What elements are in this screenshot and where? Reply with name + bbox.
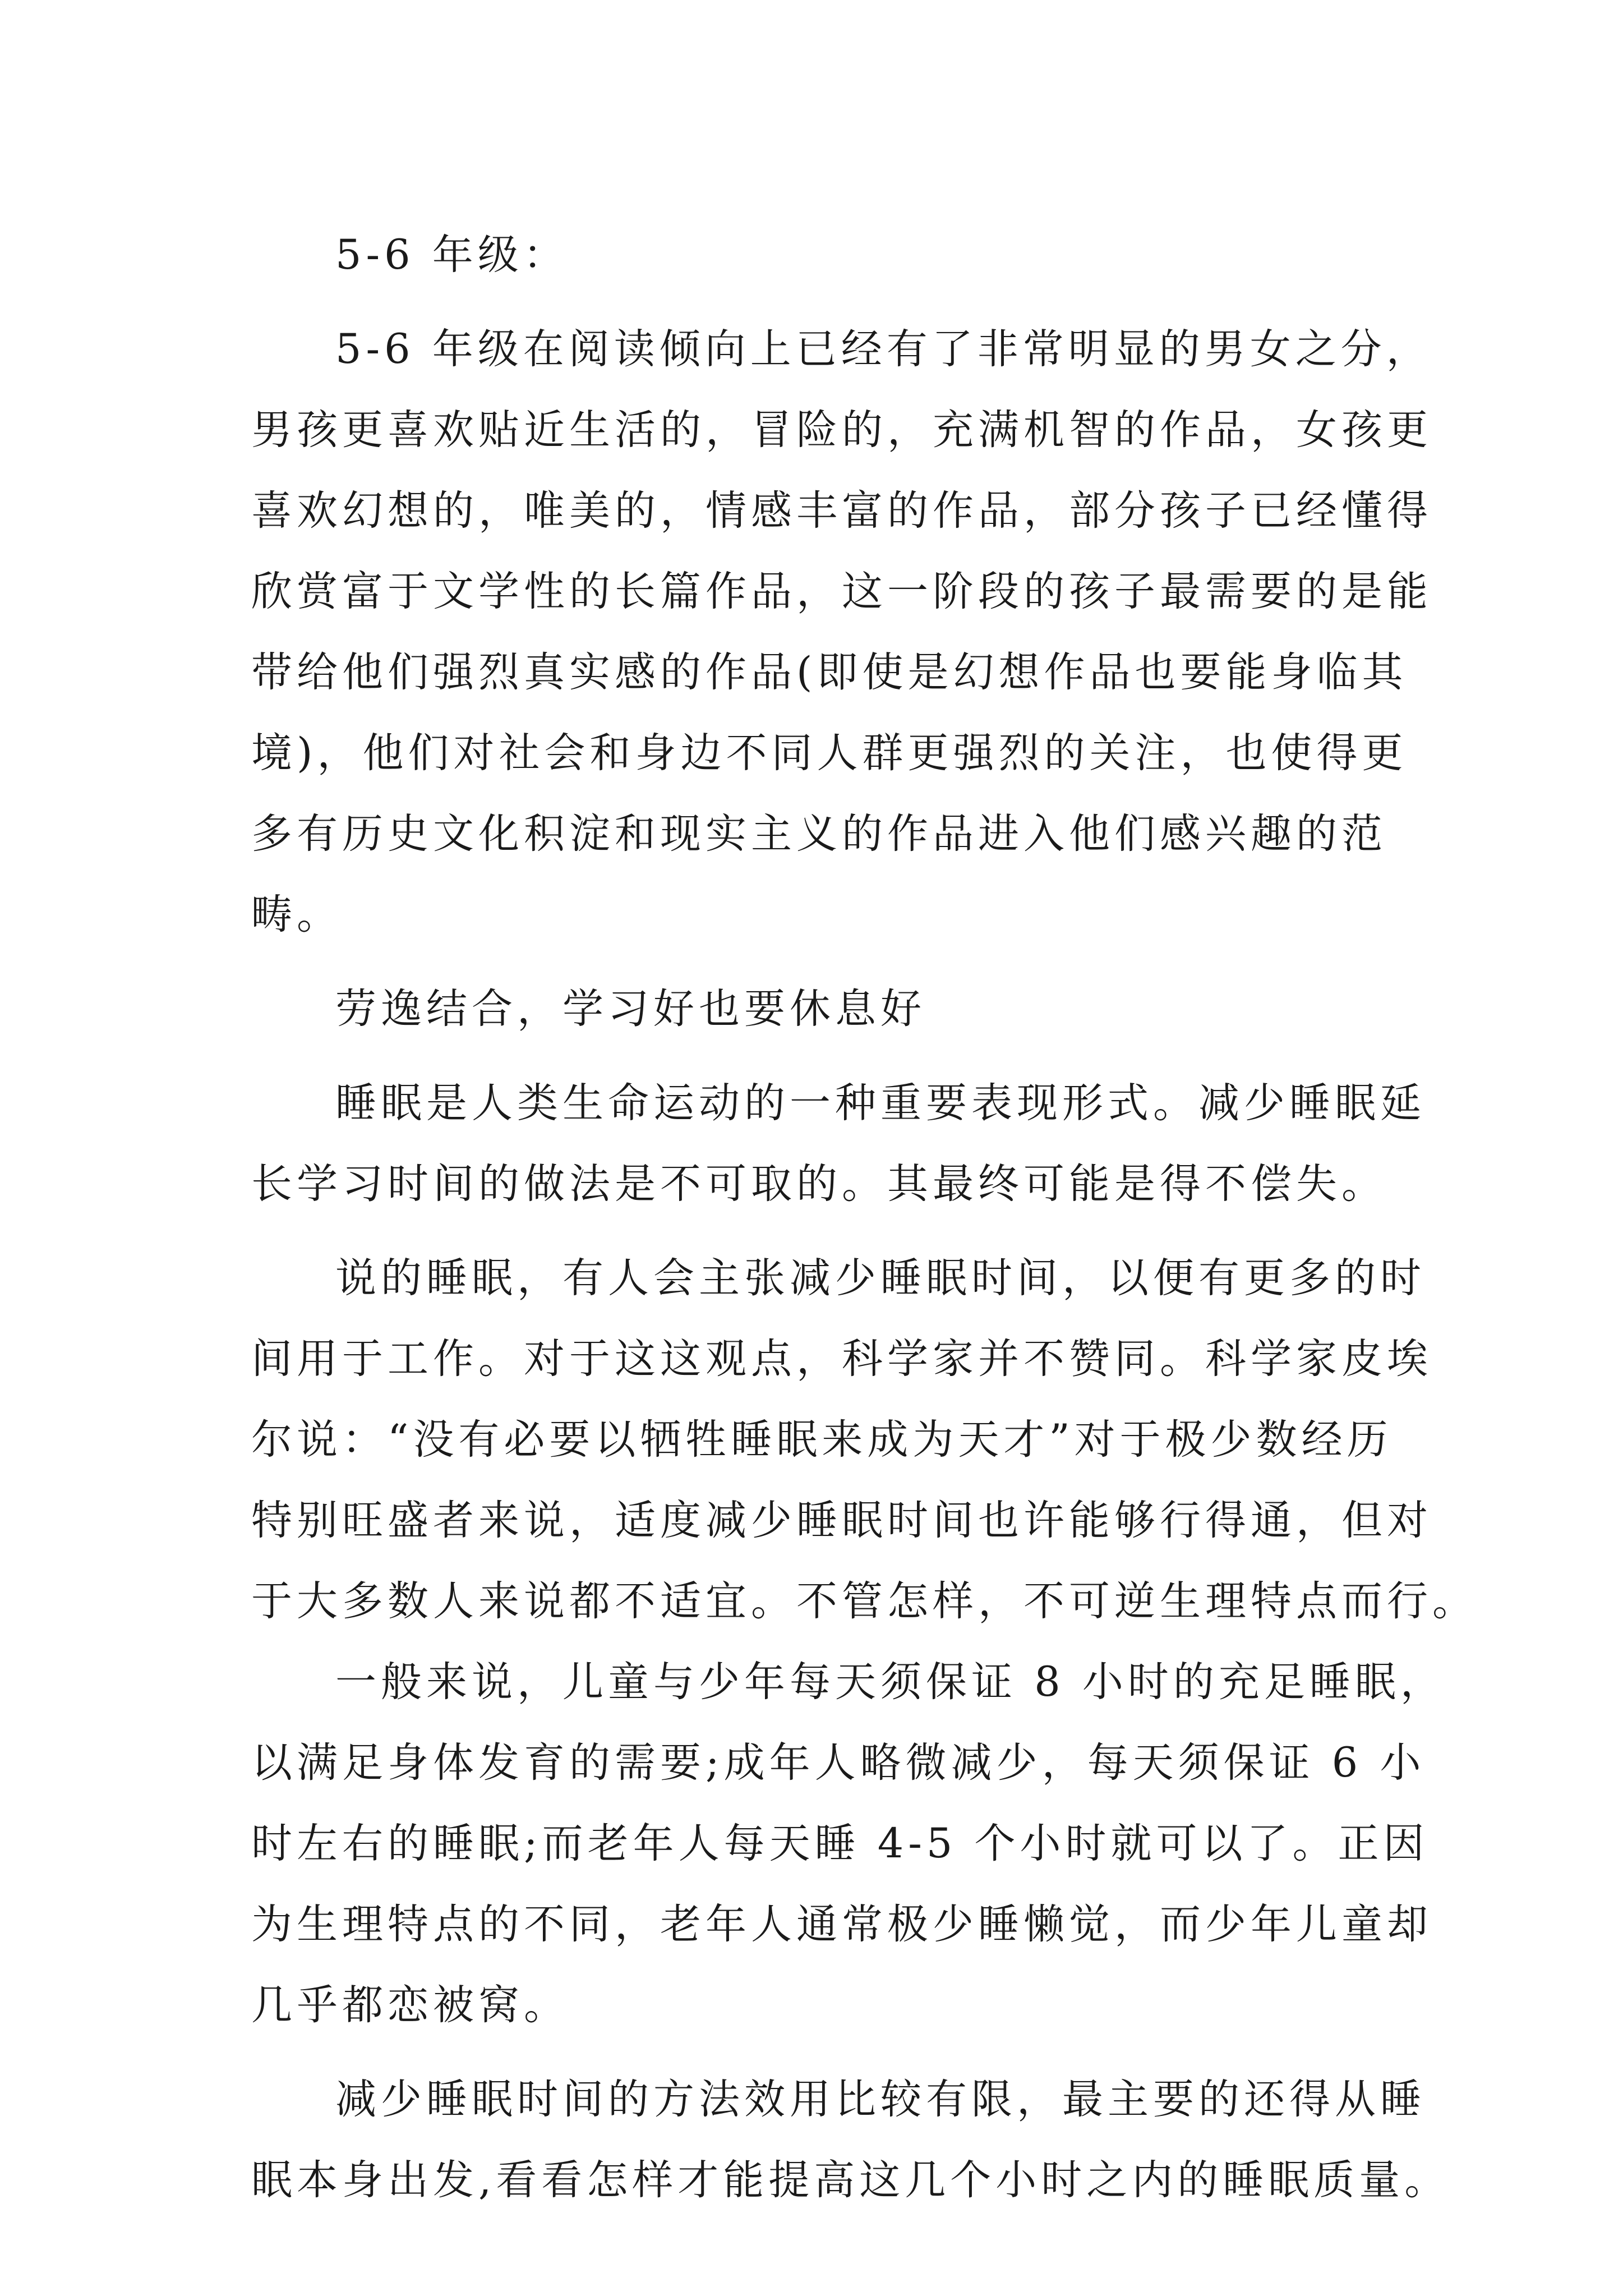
paragraph-line: 多有历史文化积淀和现实主义的作品进入他们感兴趣的范 <box>251 810 1387 858</box>
paragraph-line: 于大多数人来说都不适宜。不管怎样，不可逆生理特点而行。 <box>251 1577 1478 1625</box>
section-heading: 5-6 年级： <box>335 231 569 279</box>
spacer <box>251 2046 1373 2059</box>
paragraph-line: 以满足身体发育的需要;成年人略微减少，每天须保证 6 小 <box>251 1739 1426 1787</box>
paragraph-line: 尔说：“没有必要以牺牲睡眠来成为天才”对于极少数经历 <box>251 1416 1393 1464</box>
paragraph-line: 喜欢幻想的，唯美的，情感丰富的作品，部分孩子已经懂得 <box>251 487 1432 535</box>
paragraph-line: 睡眠是人类生命运动的一种重要表现形式。减少睡眠延 <box>335 1079 1426 1127</box>
paragraph-line: 欣赏富于文学性的长篇作品，这一阶段的孩子最需要的是能 <box>251 568 1432 615</box>
spacer <box>251 1225 1373 1238</box>
paragraph-sleep-hours <box>251 1642 1446 2046</box>
spacer <box>251 1050 1373 1063</box>
subheading-line: 劳逸结合，学习好也要休息好 <box>335 985 926 1033</box>
spacer <box>251 955 1373 969</box>
paragraph-line: 长学习时间的做法是不可取的。其最终可能是得不偿失。 <box>251 1160 1387 1208</box>
paragraph-line: 境)，他们对社会和身边不同人群更强烈的关注，也使得更 <box>251 729 1408 777</box>
paragraph-line: 眠本身出发,看看怎样才能提高这几个小时之内的睡眠质量。 <box>251 2156 1450 2204</box>
paragraph-line: 畴。 <box>251 891 342 938</box>
paragraph-subheading <box>251 969 1373 1050</box>
paragraph-line: 减少睡眠时间的方法效用比较有限，最主要的还得从睡 <box>335 2076 1426 2123</box>
paragraph-line: 5-6 年级在阅读倾向上已经有了非常明显的男女之分， <box>335 325 1432 373</box>
paragraph-line: 男孩更喜欢贴近生活的，冒险的，充满机智的作品，女孩更 <box>251 406 1432 454</box>
paragraph-line: 说的睡眠，有人会主张减少睡眠时间，以便有更多的时 <box>335 1254 1426 1302</box>
paragraph-line: 间用于工作。对于这这观点，科学家并不赞同。科学家皮埃 <box>251 1335 1432 1383</box>
paragraph-line: 几乎都恋被窝。 <box>251 1981 569 2029</box>
paragraph-sleep-quality <box>251 2059 1450 2221</box>
paragraph-line: 特别旺盛者来说，适度减少睡眠时间也许能够行得通，但对 <box>251 1497 1432 1544</box>
paragraph-sleep-intro <box>251 1063 1426 1225</box>
paragraph-reading-preferences <box>251 309 1432 955</box>
paragraph-line: 为生理特点的不同，老年人通常极少睡懒觉，而少年儿童却 <box>251 1901 1432 1948</box>
paragraph-scientist-view <box>251 1238 1478 1642</box>
paragraph-line: 带给他们强烈真实感的作品(即使是幻想作品也要能身临其 <box>251 648 1408 696</box>
paragraph-line: 一般来说，儿童与少年每天须保证 8 小时的充足睡眠， <box>335 1658 1446 1706</box>
paragraph-line: 时左右的睡眠;而老年人每天睡 4-5 个小时就可以了。正因 <box>251 1820 1429 1867</box>
spacer <box>251 296 1373 309</box>
document-body <box>251 215 1478 2221</box>
